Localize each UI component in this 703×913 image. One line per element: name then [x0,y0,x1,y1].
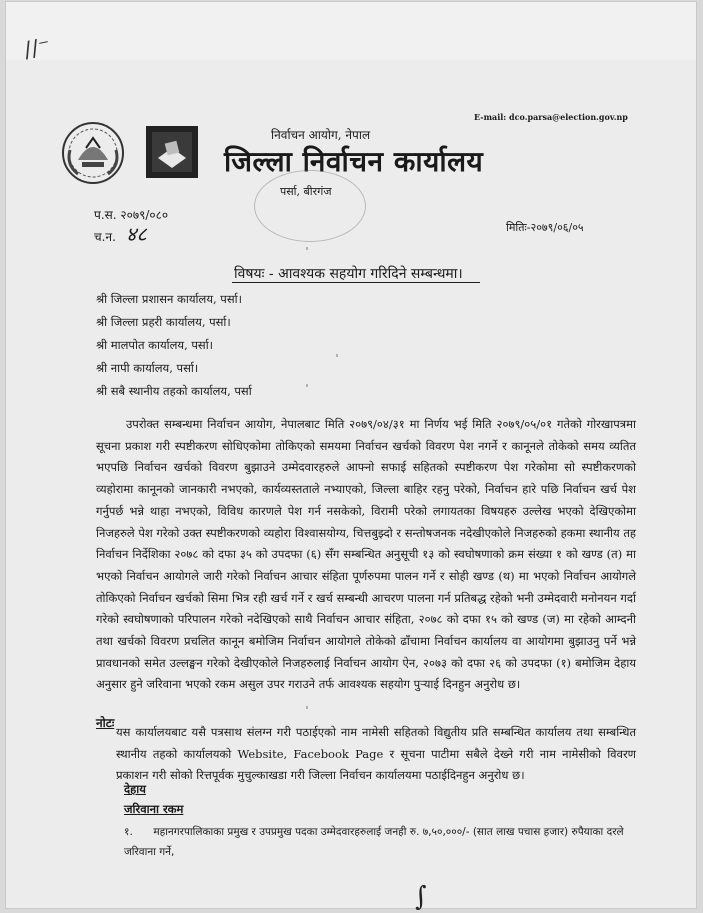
note-heading: नोटः [96,716,115,730]
addressee-line: श्री मालपोत कार्यालय, पर्सा। [96,338,214,352]
addressee-line: श्री जिल्ला प्रहरी कार्यालय, पर्सा। [96,315,231,329]
scan-speck [336,354,338,357]
letter-date: मितिः-२०७९/०६/०५ [506,221,584,234]
org-title: जिल्ला निर्वाचन कार्यालय [224,145,484,178]
schedule-heading: देहाय [124,782,146,796]
dispatch-number-label: च.न. [94,230,116,244]
fine-item-text: महानगरपालिकाका प्रमुख र उपप्रमुख पदका उम्मेदवारहरुलाई जनही रु. ७,५०,०००/- (सात लाख पचास हजार) रुपैयाका दरले जरिवाना गर्ने, [124,826,624,858]
body-paragraph: उपरोक्त सम्बन्धमा निर्वाचन आयोग, नेपालबाट मिति २०७९/०४/३१ मा निर्णय भई मिति २०७९/०५/०१ गतेको गोरखापत्रमा सूचना प्रकाश गरी स्पष्टीकरण सोधिएकोमा तोकिएको समयमा निर्वाचन खर्चको विवरण पेश नगर्ने र कानूनले तोकेको समय व्यतित भएपछि निर्वाचन खर्चको विवरण बुझाउने उम्मेदवारहरुले आफ्नो सफाई सहितको स्पष्टीकरण पेश गरेकोमा सो स्पष्टीकरणको व्यहोरामा कानूनको जानकारी नभएको, कार्यव्यस्तताले नभ्याएको, जिल्ला बाहिर रहनु परेको, निर्वाचन हारे पछि निर्वाचन खर्च पेश गर्नुपर्छ भन्ने थाहा नभएको, विविध कारणले पेश गर्न नसकेको, विरामी परेको लगायतका विषयहरु उल्लेख भएको देखिएकोमा निजहरुले पेश गरेको उक्त स्पष्टीकरणको व्यहोरा विश्वासयोग्य, चित्तबुझ्दो र सन्तोषजनक नदेखीएकोले निजहरुको हकमा स्थानीय तह निर्वाचन निर्देशिका २०७८ को दफा ३५ को उपदफा (६) सँग सम्बन्धित अनुसूची १३ को स्वघोषणाको क्रम संख्या १ को खण्ड (त) मा भएको निर्वाचन आयोगले जारी गरेको निर्वाचन आचार संहिता पूर्णरुपमा पालन गर्ने र सोही खण्ड (थ) मा भएको निर्वाचन आयोगले तोकिएको निर्वाचन खर्चको सिमा भित्र रही खर्च गर्ने र खर्च सम्बन्धी आचरण पालना गर्न प्रतिबद्ध रहेको भनी उम्मेदवारी मनोनयन गर्दा गरेको स्वघोषणाको परिपालन गरेको नदेखिएको साथै निर्वाचन आचार संहिता, २०७८ को दफा १५ को खण्ड (ज) मा रहेको आम्दनी तथा खर्चको विवरण प्रचलित कानून बमोजिम निर्वाचन आयोगले तोकेको ढाँचामा निर्वाचन कार्यालय वा आयोगमा बुझाउनु पर्ने भन्ने प्रावधानको समेत उल्लङ्घन गरेको देखीएकोले निजहरुलाई निर्वाचन आयोग ऐन, २०७३ को दफा २६ को उपदफा (१) बमोजिम देहाय अनुसार हुने जरिवाना भएको रकम असुल उपर गराउने तर्फ आवश्यक सहयोग पुर्‍याई दिनहुन अनुरोध छ। [96,417,636,692]
fine-amount-heading: जरिवाना रकम [124,802,184,816]
fine-item-number: १. [124,826,133,838]
scan-speck [306,706,308,709]
fine-list-item [124,822,644,862]
signature-mark: ∫ [412,881,430,913]
note-body [116,722,636,787]
office-stamp [254,170,366,242]
letter-subject: विषयः - आवश्यक सहयोग गरिदिने सम्बन्धमा। [234,266,463,282]
document-sheet [6,2,696,913]
letter-body [96,414,636,696]
email-address: E-mail: dco.parsa@election.gov.np [474,112,628,122]
addressee-line: श्री सबै स्थानीय तहको कार्यालय, पर्सा [96,384,252,398]
note-paragraph: यस कार्यालयबाट यसै पत्रसाथ संलग्न गरी पठाईएको नाम नामेसी सहितको विद्युतीय प्रति सम्बन्धित कार्यालय तथा सम्बन्धित स्थानीय तहको कार्यालयको Website, Facebook Page र सूचना पाटीमा सबैले देख्ने गरी नाम नामेसीको विवरण प्रकाशन गरी सोको रित्तपूर्वक मुचुल्काखडा गरी जिल्ला निर्वाचन कार्यालयमा पठाईदिनहुन अनुरोध छ। [116,725,636,782]
org-subtitle: निर्वाचन आयोग, नेपाल [271,128,371,142]
letter-reference-number: प.स. २०७९/०८० [94,208,169,222]
election-commission-logo-icon [144,124,200,180]
subject-underline [232,282,480,283]
addressee-line: श्री जिल्ला प्रशासन कार्यालय, पर्सा। [96,292,242,306]
nepal-emblem-icon [60,120,126,186]
scan-speck [306,384,308,387]
addressee-line: श्री नापी कार्यालय, पर्सा। [96,361,199,375]
dispatch-number-value: ४८ [126,222,147,246]
org-location: पर्सा, बीरगंज [280,185,332,198]
handwritten-mark: ∕∕⁻ [21,33,53,64]
scan-top-band [6,2,696,60]
scan-speck [306,247,308,250]
